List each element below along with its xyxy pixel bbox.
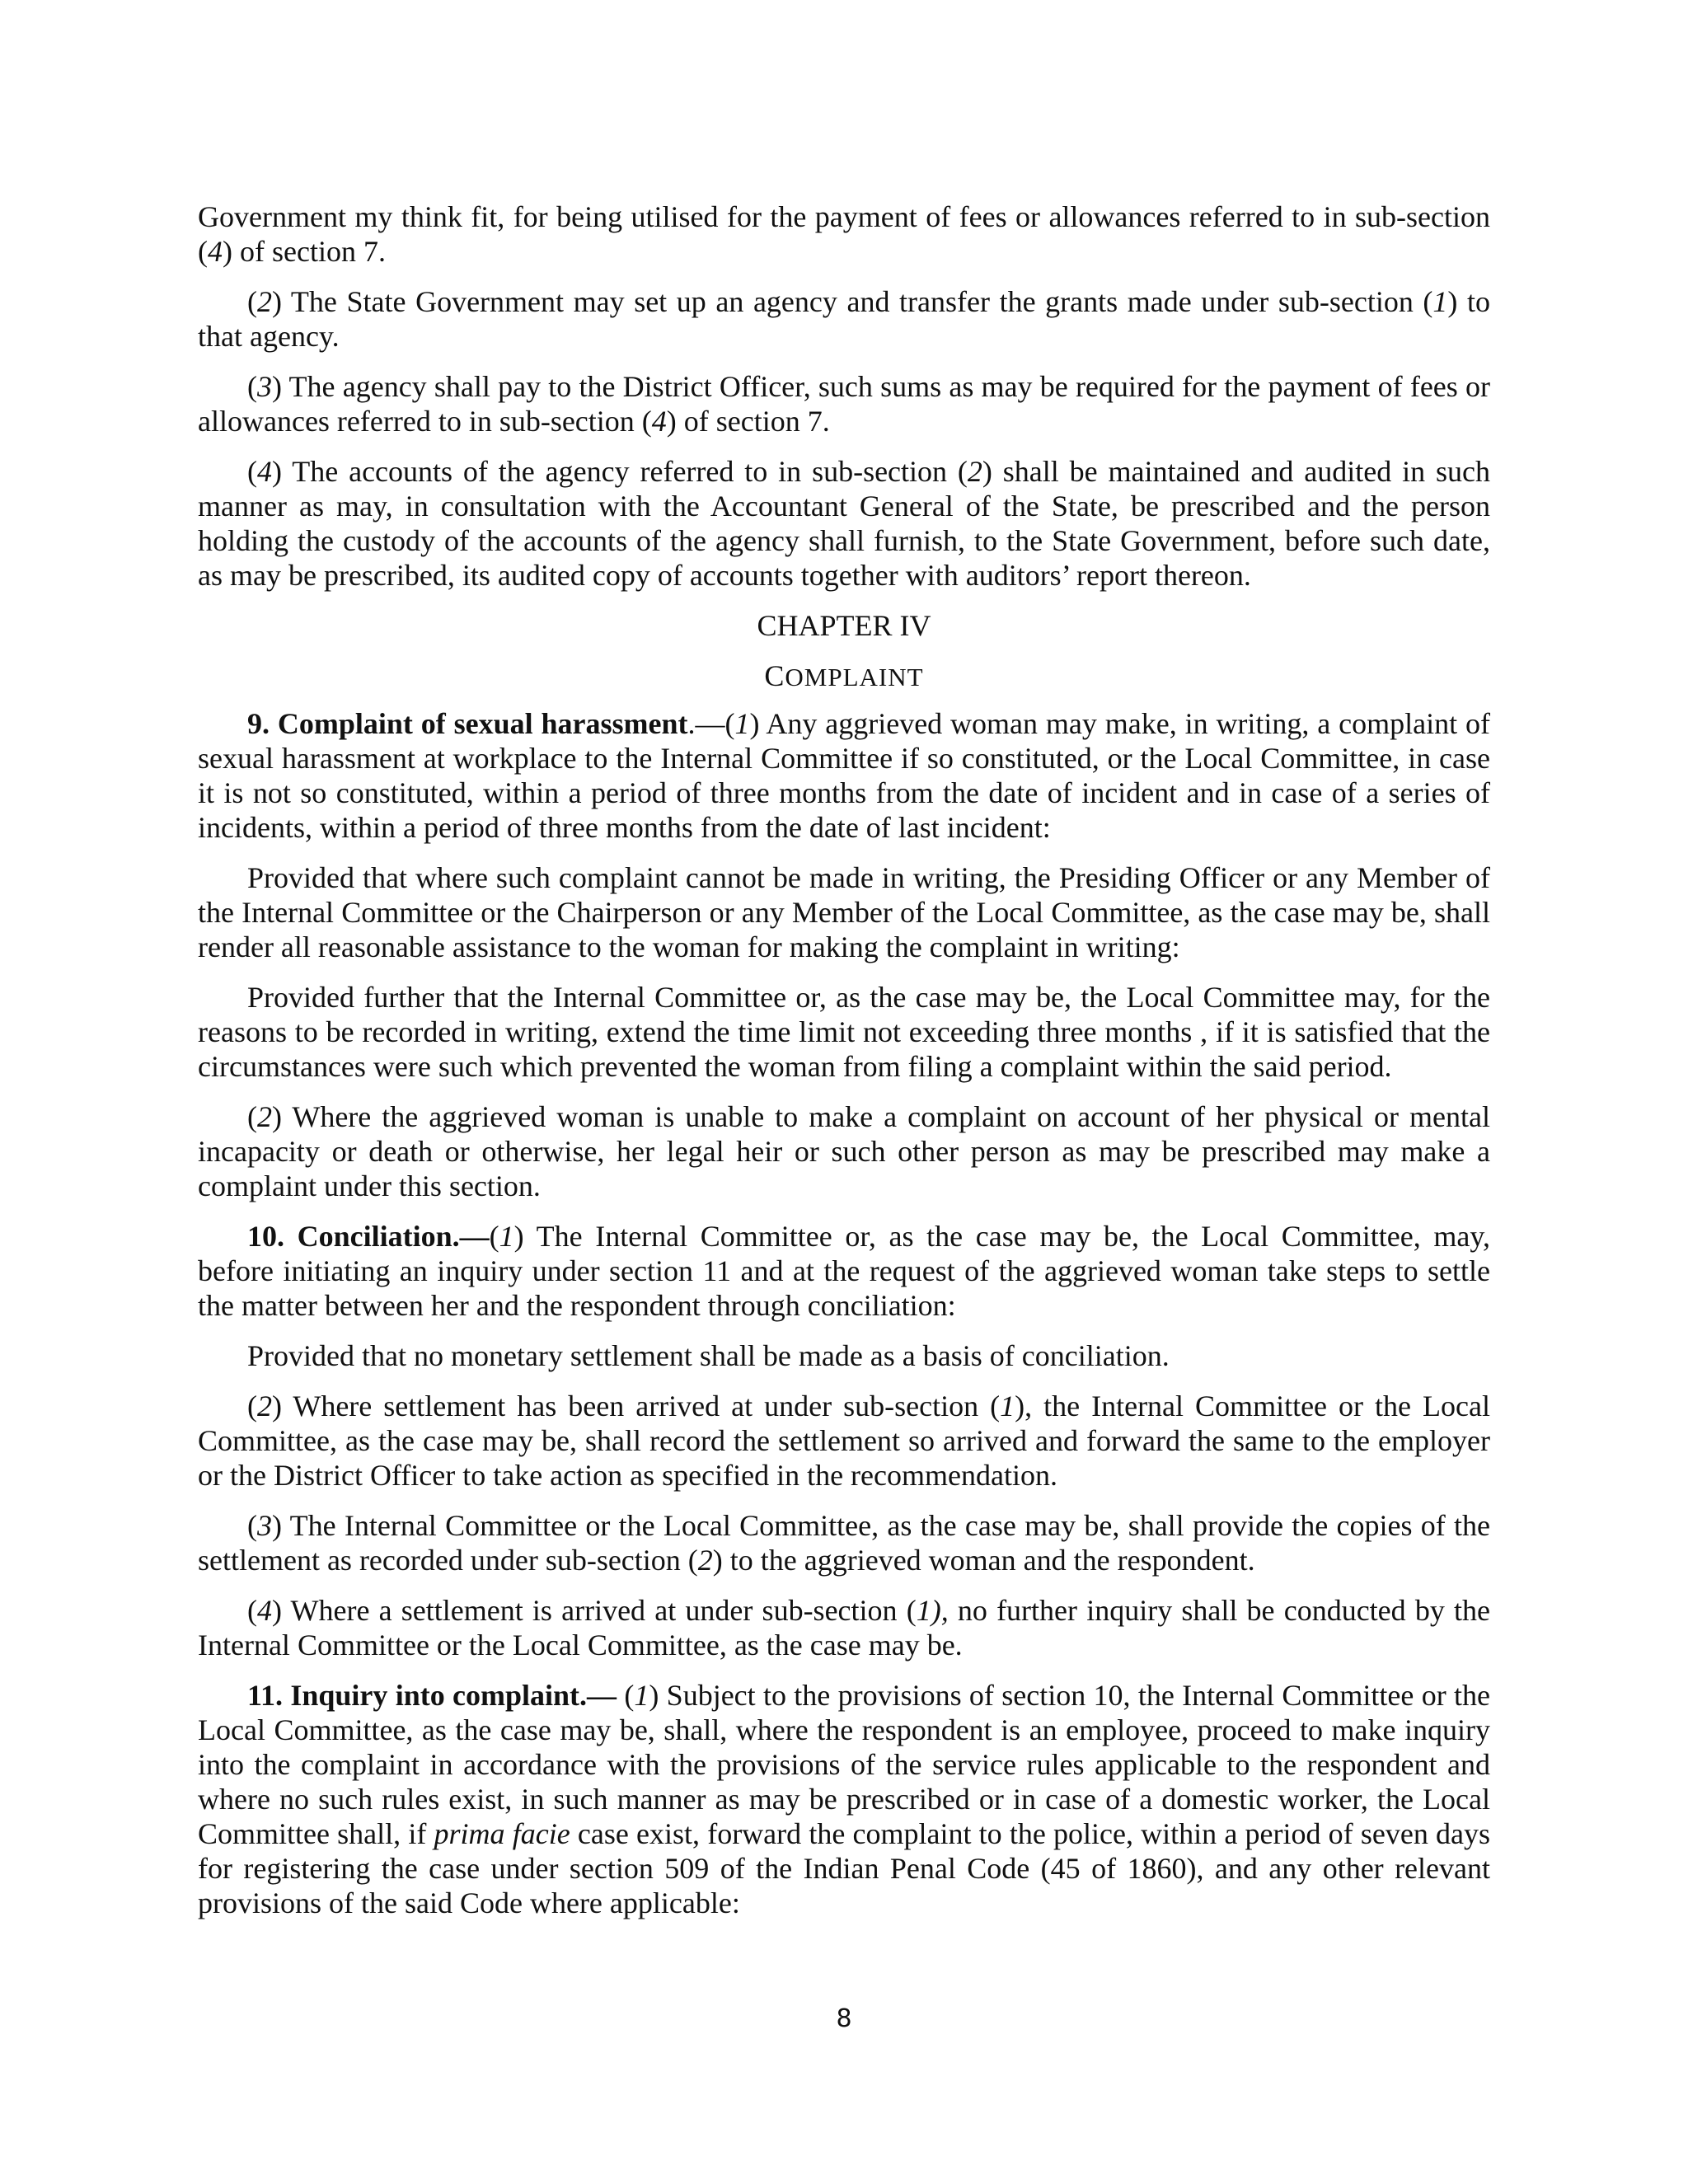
paragraph-s8-2 bbox=[198, 284, 1490, 354]
text-italic: 2 bbox=[697, 1544, 713, 1577]
text-italic: 4 bbox=[257, 455, 272, 488]
text: ) Where the aggrieved woman is unable to make a complaint on account of her physical or mental incapacity or death or otherwise, her legal heir or such other person as may be prescribed may make a complaint under this section. bbox=[198, 1100, 1490, 1202]
text-italic: 1 bbox=[1000, 1390, 1015, 1422]
text: ) Where settlement has been arrived at under sub-section ( bbox=[272, 1390, 1001, 1422]
text-italic: 1 bbox=[734, 707, 750, 740]
text: ) shall be maintained and audited in such manner as may, in consultation with the Accountant General of the State, be prescribed and the person holding the custody of the accounts of the agency shall furnish, to the State Government, before such date, as may be prescribed, its audited copy of accounts together with auditors’ report thereon. bbox=[198, 455, 1490, 592]
section-9-proviso-2: Provided further that the Internal Committee or, as the case may be, the Local Committee may, for the reasons to be recorded in writing, extend the time limit not exceeding three months , if it is satisfied that the circumstances were such which prevented the woman from filing a complaint within the said period. bbox=[198, 981, 1490, 1083]
text: ) of section 7. bbox=[666, 405, 830, 438]
text-italic: ), bbox=[931, 1594, 949, 1627]
chapter-subheading bbox=[198, 658, 1490, 695]
text-italic: 1 bbox=[499, 1220, 514, 1253]
section-9-subsection-1 bbox=[198, 706, 1490, 845]
paragraph-s8-3 bbox=[198, 369, 1490, 438]
text: ( bbox=[617, 1679, 635, 1712]
section-10-proviso: Provided that no monetary settlement shall be made as a basis of conciliation. bbox=[247, 1339, 1170, 1372]
text-italic: 1 bbox=[1432, 285, 1448, 318]
text: ) Any aggrieved woman may make, in writing, a complaint of sexual harassment at workplace to the Internal Committee if so constituted, or the Local Committee, in case it is not so constituted, within a period of three months from the date of incident and in case of a series of incidents, within a period of three months from the date of last incident: bbox=[198, 707, 1490, 844]
section-10-subsection-4 bbox=[198, 1593, 1490, 1662]
text-italic: 2 bbox=[257, 285, 272, 318]
text: C bbox=[764, 659, 785, 692]
section-10-subsection-2 bbox=[198, 1389, 1490, 1493]
paragraph-continuation bbox=[198, 199, 1490, 269]
text: .—( bbox=[687, 707, 735, 740]
section-heading: 11. Inquiry into complaint.— bbox=[247, 1679, 617, 1712]
text-italic: 1 bbox=[634, 1679, 649, 1712]
text: ) The agency shall pay to the District Officer, such sums as may be required for the payment of fees or allowances referred to in sub-section ( bbox=[198, 370, 1490, 438]
text-italic: 2 bbox=[257, 1100, 272, 1133]
text: case exist, forward the complaint to the police, within a period of seven days for registering the case under section 509 of the Indian Penal Code (45 of 1860), and any other relevant provisions of the said Code where applicable: bbox=[198, 1817, 1490, 1919]
section-heading: 10. Conciliation.— bbox=[247, 1220, 490, 1253]
chapter-heading: CHAPTER IV bbox=[757, 609, 931, 642]
text-italic: 2 bbox=[967, 455, 982, 488]
text: ), the Internal Committee or the Local Committee, as the case may be, shall record the settlement so arrived and forward the same to the employer or the District Officer to take action as specified in the recommendation. bbox=[198, 1390, 1490, 1492]
text-italic: 1 bbox=[916, 1594, 931, 1627]
paragraph-s8-4 bbox=[198, 454, 1490, 593]
text: ) Subject to the provisions of section 10, the Internal Committee or the Local Committee, as the case may be, shall, where the respondent is an employee, proceed to make inquiry into the complaint in accordance with the provisions of the service rules applicable to the respondent and where no such rules exist, in such manner as may be prescribed or in case of a domestic worker, the Local Committee shall, if bbox=[198, 1679, 1490, 1850]
section-9-subsection-2 bbox=[198, 1099, 1490, 1203]
text-italic: 4 bbox=[208, 235, 223, 268]
text: ) of section 7. bbox=[223, 235, 386, 268]
page-number: 8 bbox=[836, 2004, 852, 2033]
text-italic: 3 bbox=[257, 370, 272, 403]
text: no further inquiry shall be conducted by the Internal Committee or the Local Committee, as the case may be. bbox=[198, 1594, 1490, 1661]
text: ( bbox=[247, 1594, 257, 1627]
text: ( bbox=[247, 455, 257, 488]
text-italic: 2 bbox=[257, 1390, 272, 1422]
section-heading: 9. Complaint of sexual harassment bbox=[247, 707, 688, 740]
text: ( bbox=[247, 370, 257, 403]
text: ) The State Government may set up an agency and transfer the grants made under sub-section ( bbox=[272, 285, 1433, 318]
text: ) The Internal Committee or, as the case may be, the Local Committee, may, before initiating an inquiry under section 11 and at the request of the aggrieved woman take steps to settle the matter between her and the respondent through conciliation: bbox=[198, 1220, 1491, 1322]
text: ) The Internal Committee or the Local Committee, as the case may be, shall provide the copies of the settlement as recorded under sub-section ( bbox=[198, 1509, 1490, 1577]
text: ) to the aggrieved woman and the respondent. bbox=[712, 1544, 1255, 1577]
text-italic: 4 bbox=[651, 405, 667, 438]
text: ) to that agency. bbox=[198, 285, 1490, 353]
section-10-subsection-3 bbox=[198, 1508, 1490, 1577]
text: ( bbox=[247, 1390, 257, 1422]
section-10-subsection-1 bbox=[198, 1219, 1490, 1323]
text: Government my think fit, for being utilised for the payment of fees or allowances referred to in sub-section ( bbox=[198, 200, 1490, 268]
section-9-proviso-1: Provided that where such complaint cannot be made in writing, the Presiding Officer or any Member of the Internal Committee or the Chairperson or any Member of the Local Committee, as the case may be, shall render all reasonable assistance to the woman for making the complaint in writing: bbox=[198, 861, 1490, 963]
text: ) Where a settlement is arrived at under sub-section ( bbox=[272, 1594, 917, 1627]
section-11-subsection-1 bbox=[198, 1678, 1490, 1920]
text-italic: prima facie bbox=[434, 1817, 570, 1850]
text: ( bbox=[247, 285, 257, 318]
text-italic: 3 bbox=[257, 1509, 272, 1542]
text: OMPLAINT bbox=[785, 663, 924, 691]
text: ( bbox=[247, 1509, 257, 1542]
text-italic: 4 bbox=[257, 1594, 272, 1627]
page-body bbox=[198, 199, 1490, 1936]
text: ( bbox=[489, 1220, 499, 1253]
text: ( bbox=[247, 1100, 257, 1133]
text: ) The accounts of the agency referred to in sub-section ( bbox=[272, 455, 968, 488]
